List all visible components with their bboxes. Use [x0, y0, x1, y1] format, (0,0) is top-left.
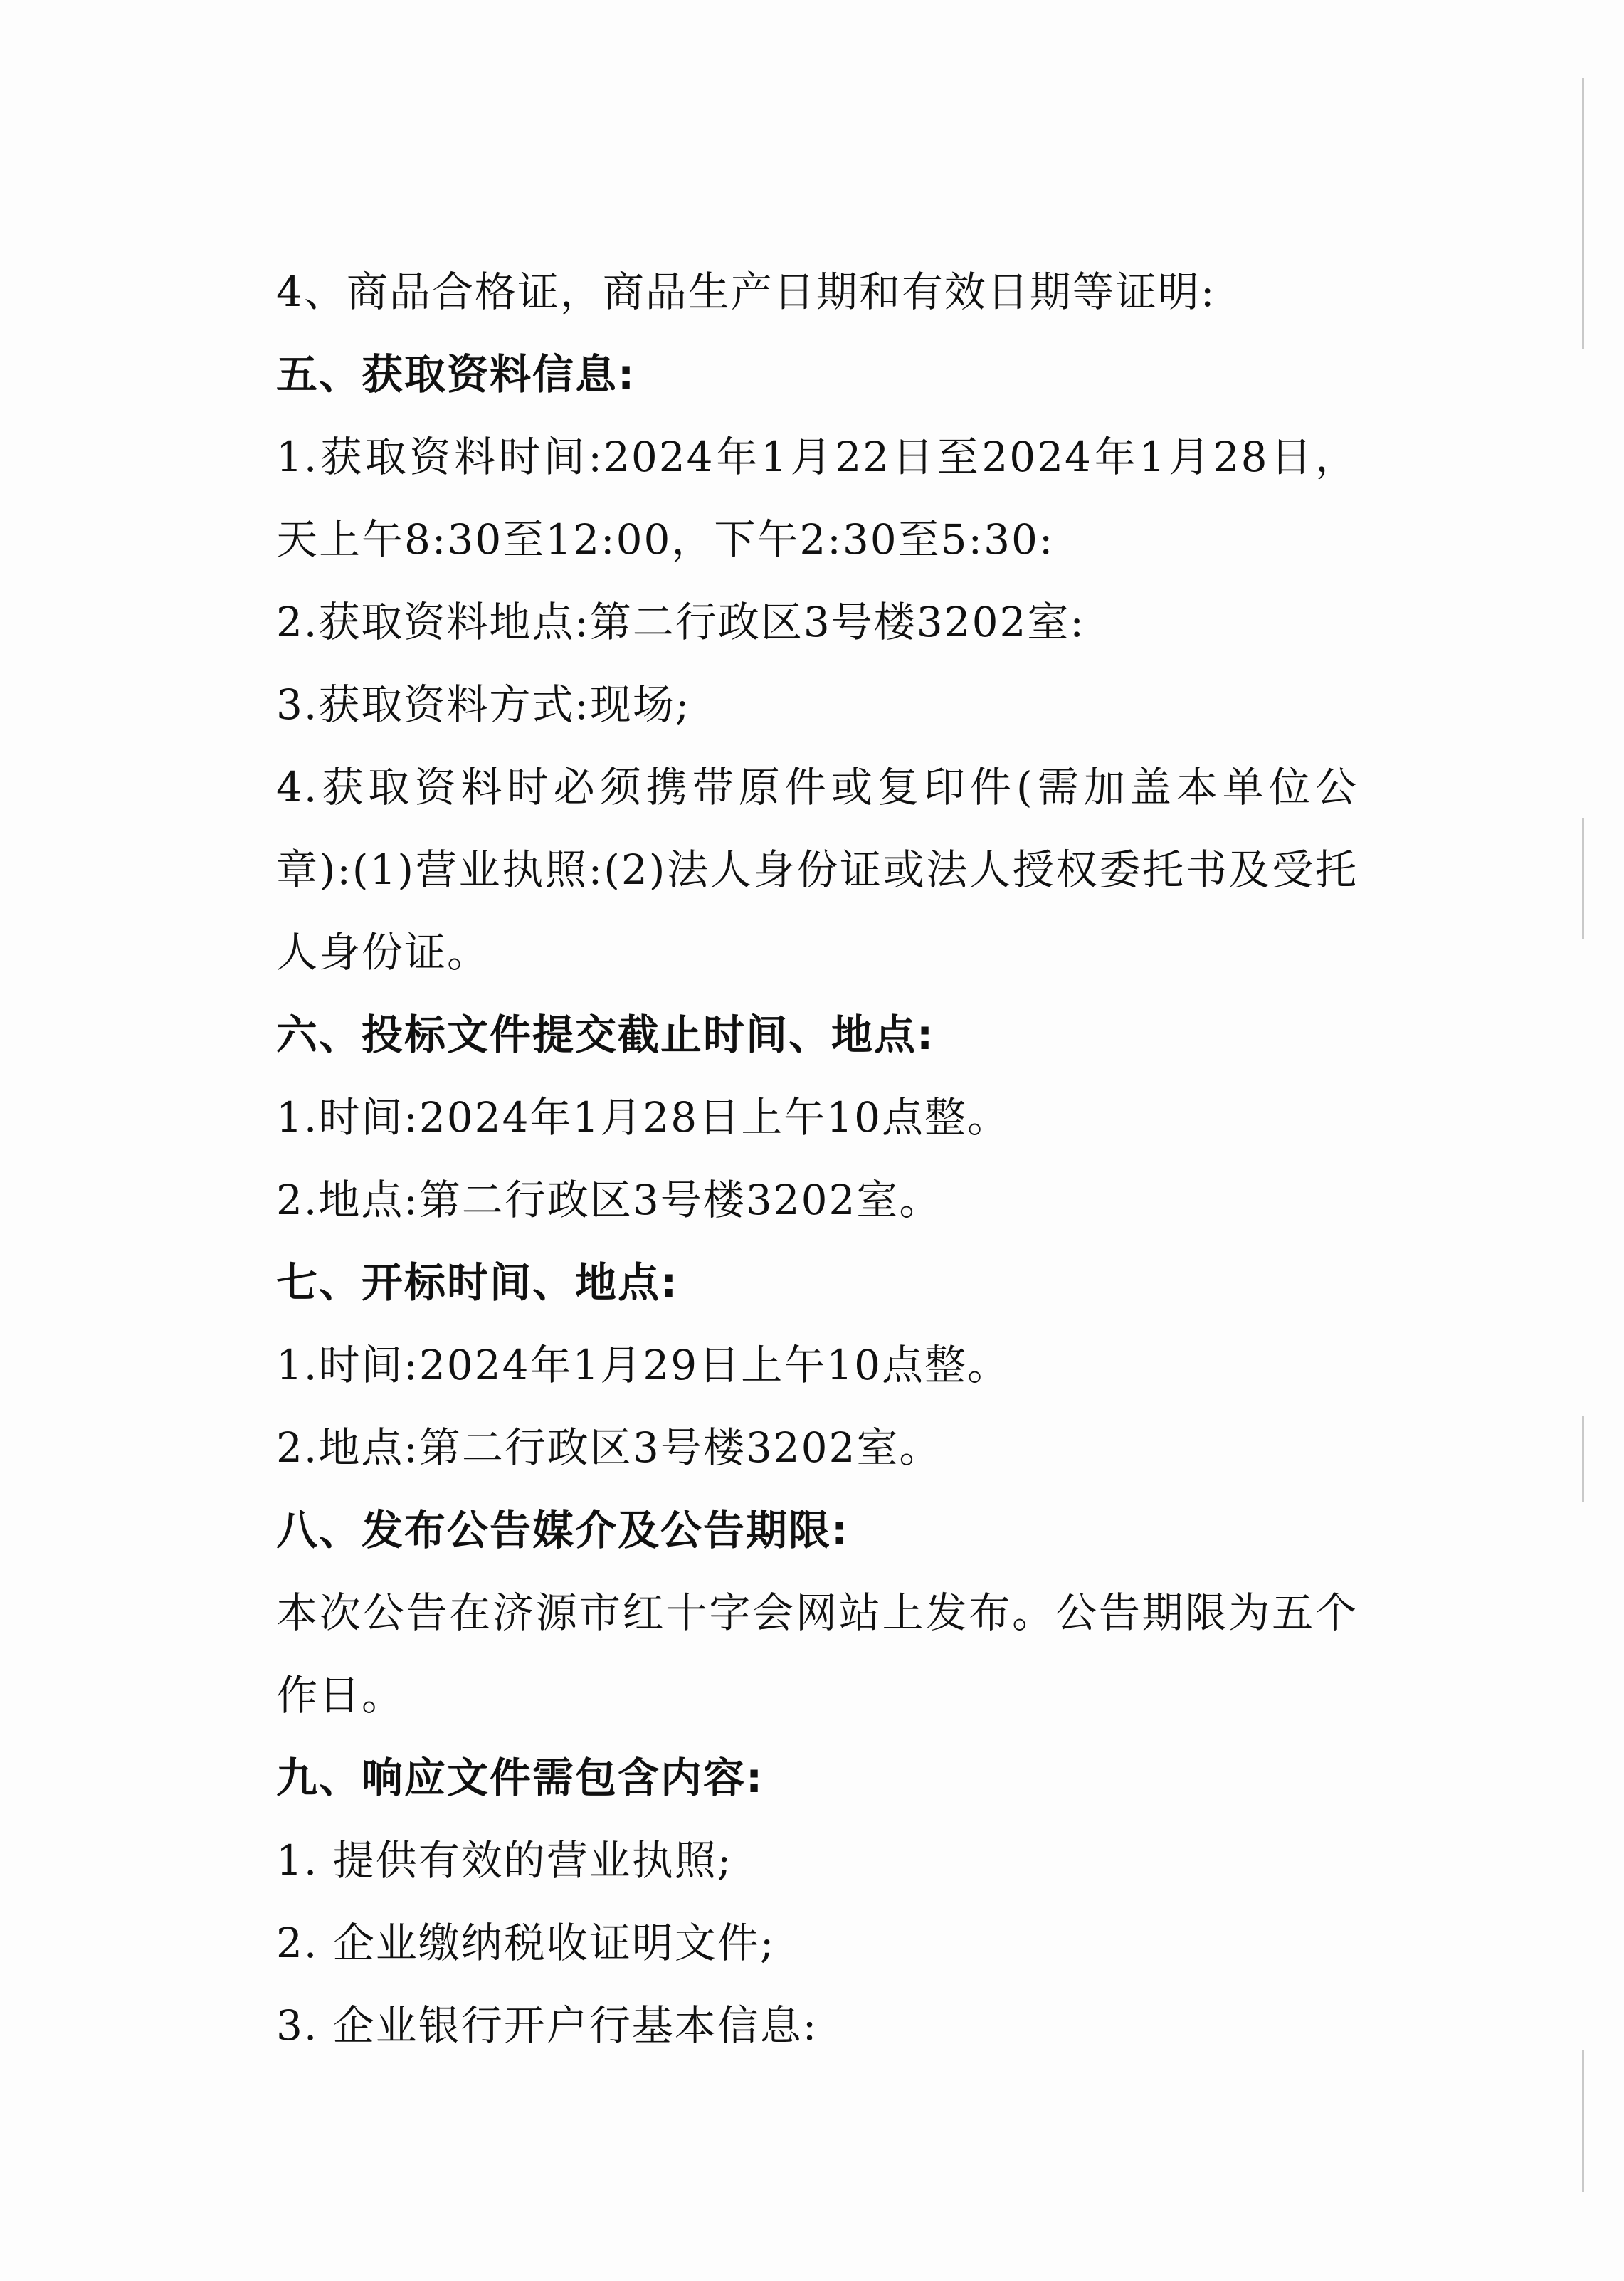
body-text-line: 2.地点:第二行政区3号楼3202室。 — [276, 1176, 942, 1224]
scan-edge-mark — [1582, 818, 1584, 939]
body-text-line: 3.获取资料方式:现场; — [276, 680, 691, 729]
body-text-line: 1.获取资料时间:2024年1月22日至2024年1月28日， — [276, 433, 1358, 481]
body-text-line: 2. 企业缴纳税收证明文件; — [276, 1919, 776, 1967]
scan-edge-mark — [1582, 2050, 1584, 2192]
body-text-line: 1. 提供有效的营业执照; — [276, 1836, 733, 1885]
document-body — [276, 251, 1358, 2067]
body-text-line: 1.时间:2024年1月28日上午10点整。 — [276, 1093, 1010, 1142]
scan-edge-mark — [1582, 1416, 1584, 1502]
body-text-line: 2.获取资料地点:第二行政区3号楼3202室: — [276, 598, 1085, 646]
section-heading: 八、发布公告媒介及公告期限: — [276, 1506, 850, 1554]
body-text-line: 人身份证。 — [276, 928, 490, 976]
scan-edge-mark — [1582, 78, 1584, 349]
section-heading: 六、投标文件提交截止时间、地点: — [276, 1011, 935, 1059]
body-text-line: 4.获取资料时必须携带原件或复印件(需加盖本单位公 — [276, 763, 1358, 811]
section-heading: 七、开标时间、地点: — [276, 1258, 679, 1307]
section-heading: 九、响应文件需包含内容: — [276, 1754, 764, 1802]
body-text-line: 天上午8:30至12:00，下午2:30至5:30: — [276, 515, 1055, 564]
section-heading: 五、获取资料信息: — [276, 350, 636, 399]
body-text-line: 3. 企业银行开户行基本信息: — [276, 2001, 818, 2050]
body-text-line: 2.地点:第二行政区3号楼3202室。 — [276, 1423, 942, 1472]
body-text-line: 本次公告在济源市红十字会网站上发布。公告期限为五个 — [276, 1589, 1358, 1637]
body-text-line: 4、商品合格证，商品生产日期和有效日期等证明: — [276, 268, 1216, 316]
body-text-line: 1.时间:2024年1月29日上午10点整。 — [276, 1341, 1010, 1389]
body-text-line: 章):(1)营业执照:(2)法人身份证或法人授权委托书及受托 — [276, 846, 1358, 894]
body-text-line: 作日。 — [276, 1671, 405, 1719]
